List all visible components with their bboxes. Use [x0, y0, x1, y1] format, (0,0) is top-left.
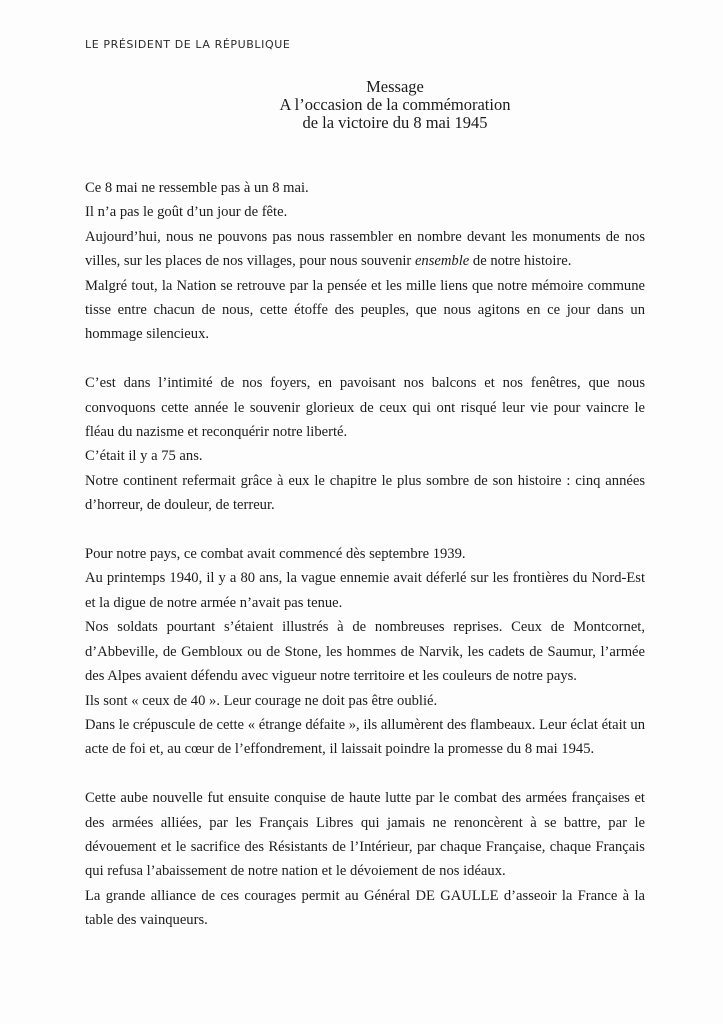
- title-line-3: de la victoire du 8 mai 1945: [302, 113, 488, 132]
- paragraph-3-emphasis: ensemble: [414, 253, 470, 270]
- message-body: [85, 176, 645, 933]
- paragraph-3-end: de notre histoire.: [469, 253, 572, 270]
- paragraph-12: Dans le crépuscule de cette « étrange défaite », ils allumèrent des flambeaux. Leur éclat était un acte de foi et, au cœur de l’effondrement, il laissait poindre la promesse du 8 mai 1945.: [85, 716, 645, 758]
- paragraph-10: Nos soldats pourtant s’étaient illustrés à de nombreuses reprises. Ceux de Montcornet, d’Abbeville, de Gembloux ou de Stone, les hommes de Narvik, les cadets de Saumur, l’armée des Alpes avaient défendu avec vigueur notre territoire et les couleurs de notre pays.: [85, 619, 645, 685]
- paragraph-gap: [85, 762, 645, 786]
- paragraph-11: Ils sont « ceux de 40 ». Leur courage ne doit pas être oublié.: [85, 692, 438, 709]
- paragraph-14: La grande alliance de ces courages permit au Général DE GAULLE d’asseoir la France à la table des vainqueurs.: [85, 887, 645, 929]
- title-line-2: A l’occasion de la commémoration: [279, 95, 511, 114]
- paragraph-13: Cette aube nouvelle fut ensuite conquise de haute lutte par le combat des armées françaises et des armées alliées, par les Français Libres qui jamais ne renoncèrent à se battre, par le dévouement et le sacrifice des Résistants de l’Intérieur, par chaque Française, chaque Français qui refusa l’abaissement de notre nation et le dévoiement de nos idéaux.: [85, 790, 645, 880]
- paragraph-3: [85, 225, 645, 274]
- paragraph-2: Il n’a pas le goût d’un jour de fête.: [85, 204, 288, 221]
- message-title: [200, 78, 590, 132]
- paragraph-6: C’était il y a 75 ans.: [85, 448, 203, 465]
- letterhead: LE PRÉSIDENT DE LA RÉPUBLIQUE: [85, 38, 291, 51]
- paragraph-9: Au printemps 1940, il y a 80 ans, la vague ennemie avait déferlé sur les frontières du Nord-Est et la digue de notre armée n’avait pas tenue.: [85, 570, 645, 611]
- title-line-1: Message: [366, 77, 424, 96]
- paragraph-1: Ce 8 mai ne ressemble pas à un 8 mai.: [85, 180, 309, 196]
- paragraph-gap: [85, 518, 645, 542]
- paragraph-4: Malgré tout, la Nation se retrouve par la pensée et les mille liens que notre mémoire commune tisse entre chacun de nous, cette étoffe des peuples, que nous agitons en ce jour dans un hommage silencieux.: [85, 277, 645, 343]
- paragraph-5: C’est dans l’intimité de nos foyers, en pavoisant nos balcons et nos fenêtres, que nous convoquons cette année le souvenir glorieux de ceux qui ont risqué leur vie pour vaincre le fléau du nazisme et reconquérir notre liberté.: [85, 375, 645, 441]
- paragraph-3-start: Aujourd’hui, nous ne pouvons pas nous rassembler en nombre devant les monuments de nos villes, sur les places de nos villages, pour nous souvenir: [85, 228, 645, 270]
- paragraph-gap: [85, 347, 645, 371]
- paragraph-8: Pour notre pays, ce combat avait commencé dès septembre 1939.: [85, 546, 466, 563]
- paragraph-7: Notre continent refermait grâce à eux le chapitre le plus sombre de son histoire : cinq années d’horreur, de douleur, de terreur.: [85, 472, 645, 514]
